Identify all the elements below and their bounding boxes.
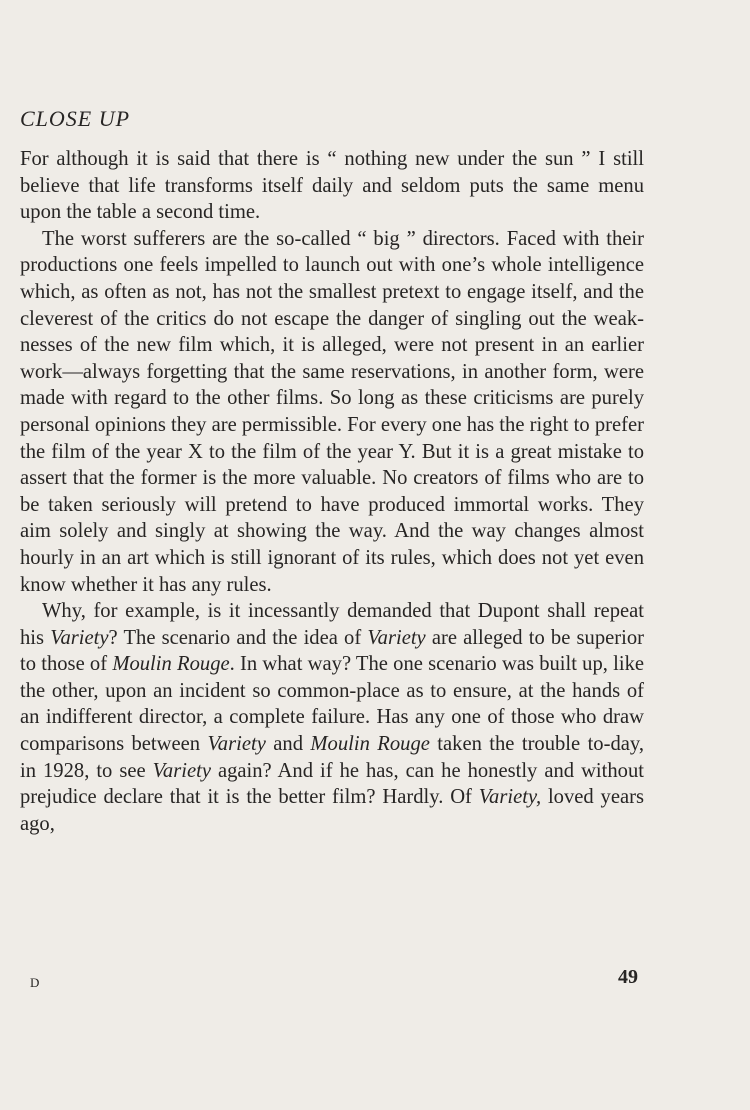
page-number: 49	[618, 966, 638, 988]
text-run: The worst sufferers are the so-called “ big ” directors. Faced with their productions one feels impelled to launch out with one’s whole intelligence which, as often as not, has not the smallest pretext to engage itself, and the cleverest of the critics do not escape the danger of singling out the weaknesses of the new film which, it is alleged, were not present in an earlier work—always forgetting that the same reservations, in another form, were made with regard to the other films. So long as these criticisms are purely personal opinions they are permissible. For every one has the right to prefer the film of the year X to the film of the year Y. But it is a great mistake to assert that the former is the more valuable. No creators of films who are to be taken seriously will pretend to have produced immortal works. They aim solely and singly at showing the way. And the way changes almost hourly in an art which is still ignorant of its rules, which does not yet even know whether it has any rules.	[20, 227, 644, 596]
italic-title: Moulin Rouge	[112, 653, 230, 676]
paragraph	[20, 598, 644, 837]
italic-title: Variety	[207, 733, 266, 756]
text-run: taken the trouble to-day, in 1928, to see	[20, 733, 644, 782]
italic-title: Variety,	[478, 786, 542, 809]
paragraph	[20, 146, 644, 226]
italic-title: Variety	[152, 759, 211, 782]
body-text	[20, 146, 644, 837]
text-run: Why, for example, is it incessantly demanded that Dupont shall repeat his	[20, 600, 644, 649]
italic-title: Variety	[367, 626, 426, 649]
italic-title: Moulin Rouge	[310, 733, 430, 756]
paragraph	[20, 226, 644, 598]
text-run: loved years ago,	[20, 786, 644, 835]
text-run: . In what way? The one scenario was built up, like the other, upon an incident so common-place as to ensure, at the hands of an indifferent director, a complete failure. Has any one of those who draw comparisons between	[20, 653, 645, 756]
text-run: For although it is said that there is “ nothing new under the sun ” I still believe that life transforms itself daily and seldom puts the same menu upon the table a second time.	[20, 148, 644, 224]
text-run: ? The scenario and the idea of	[108, 626, 368, 649]
italic-title: Variety	[50, 626, 109, 649]
text-run: again? And if he has, can he honestly and without prejudice declare that it is the better film? Hardly. Of	[20, 759, 644, 809]
running-header: CLOSE UP	[20, 106, 131, 131]
text-run: are alleged to be superior to those of	[20, 626, 645, 676]
signature-mark: D	[30, 975, 40, 990]
text-run: and	[265, 733, 311, 756]
